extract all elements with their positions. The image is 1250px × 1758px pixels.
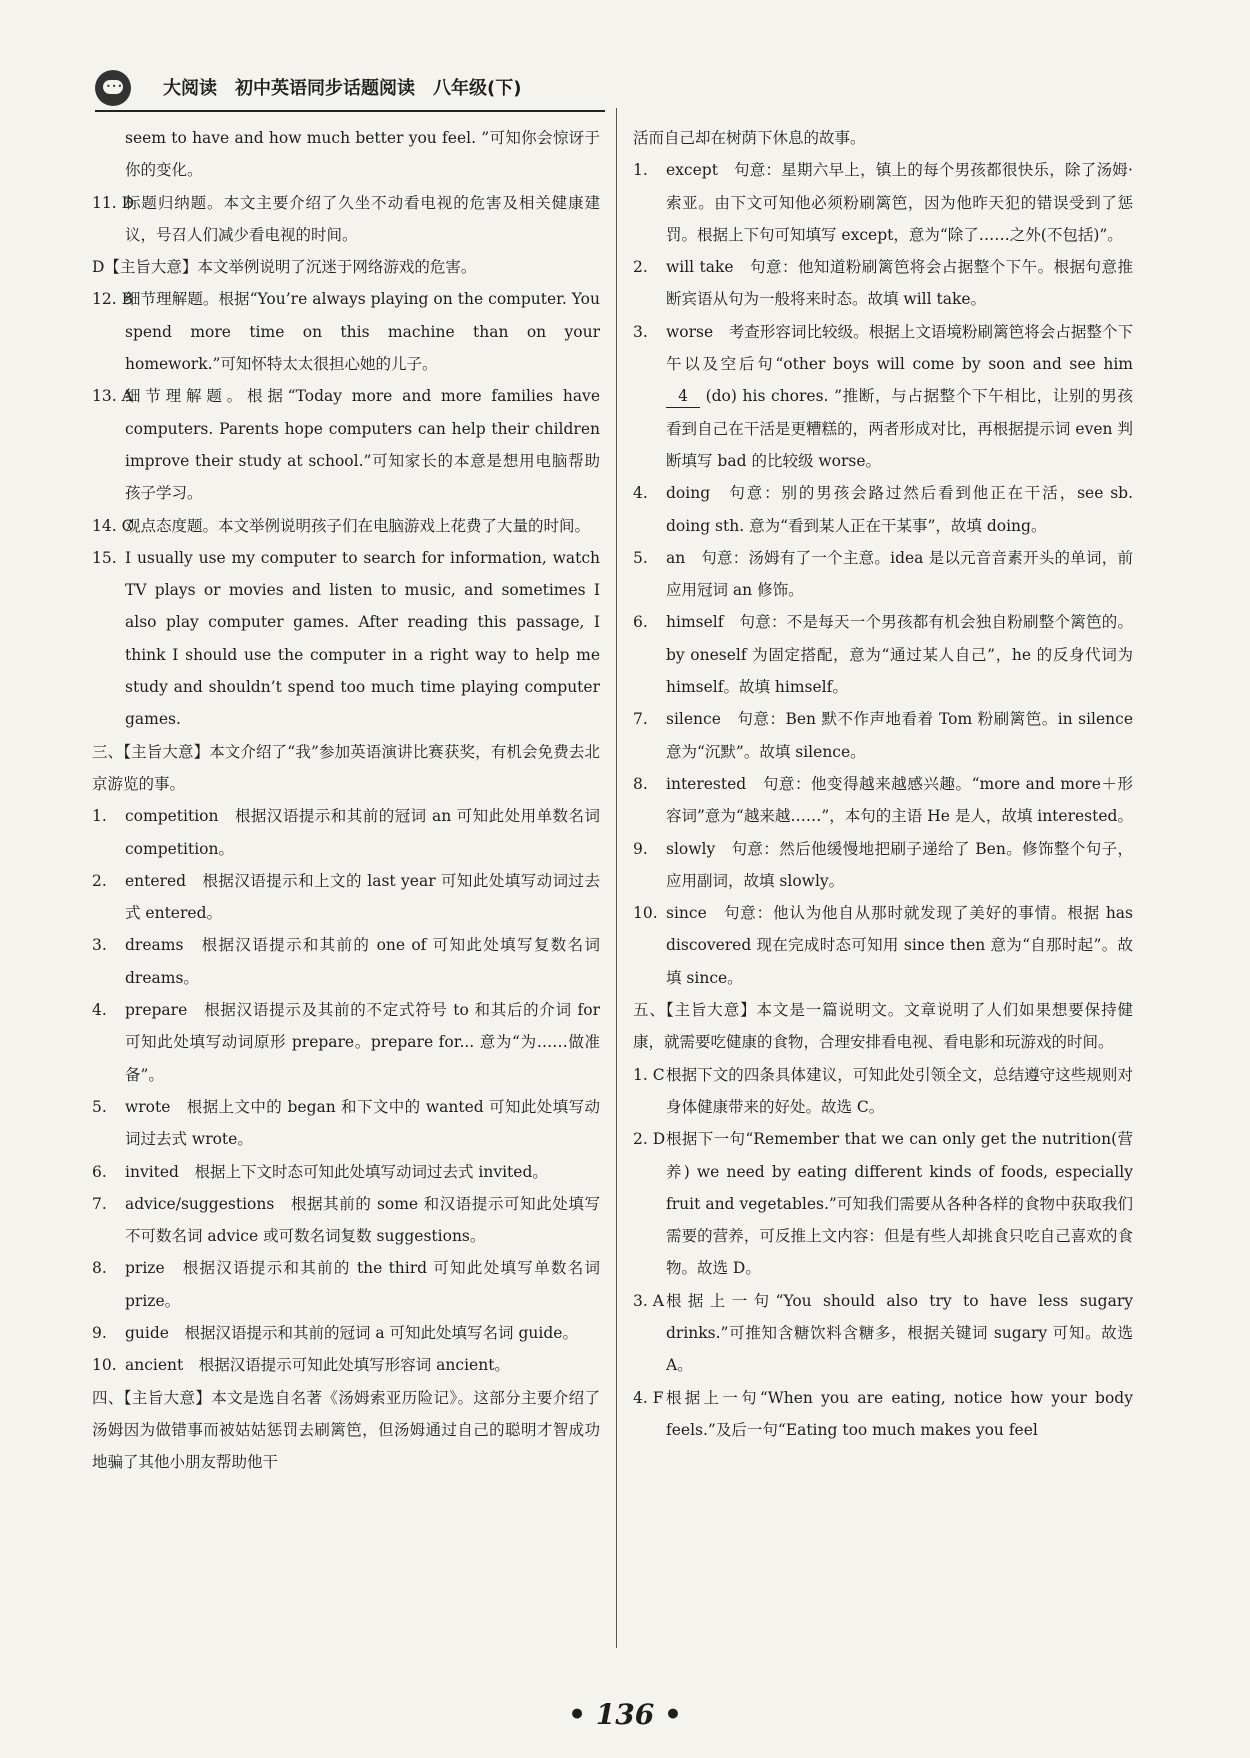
item-text: entered 根据汉语提示和上文的 last year 可知此处填写动词过去式 entered。 (125, 871, 600, 923)
item-text: 观点态度题。本文举例说明孩子们在电脑游戏上花费了大量的时间。 (125, 516, 591, 535)
answer-item (92, 380, 600, 509)
item-text: ancient 根据汉语提示可知此处填写形容词 ancient。 (125, 1356, 510, 1375)
item-text: I usually use my computer to search for information, watch TV plays or movies and listen to music, and sometimes I also play computer games. After reading this passage, I think I should use the computer in a right way to help me study and shouldn’t spend too much time playing computer games. (125, 548, 600, 729)
item-text: 标题归纳题。本文主要介绍了久坐不动看电视的危害及相关健康建议，号召人们减少看电视的时间。 (125, 193, 600, 244)
answer-item (92, 929, 600, 994)
answer-item (633, 316, 1133, 477)
item-number: 2. (92, 871, 107, 890)
item-number: 3. A (633, 1291, 664, 1310)
left-column (92, 122, 600, 1478)
answer-item (633, 1123, 1133, 1284)
item-number: 8. (633, 774, 648, 793)
item-text: himself 句意：不是每天一个男孩都有机会独自粉刷整个篱笆的。by oneself 为固定搭配，意为“通过某人自己”，he 的反身代词为 himself。故填 himself。 (666, 613, 1133, 697)
answer-item (92, 510, 600, 542)
page-number: • 136 • (568, 1698, 682, 1731)
item-text: 根据下文的四条具体建议，可知此处引领全文，总结遵守这些规则对身体健康带来的好处。故选 C。 (666, 1065, 1133, 1116)
answer-item (92, 1317, 600, 1349)
answer-item (92, 994, 600, 1091)
item-number: 8. (92, 1259, 107, 1278)
item-text: prize 根据汉语提示和其前的 the third 可知此处填写单数名词 prize。 (125, 1259, 600, 1310)
answer-item (633, 1285, 1133, 1382)
item-text: prepare 根据汉语提示及其前的不定式符号 to 和其后的介词 for 可知此处填写动词原形 prepare。prepare for... 意为“为……做准备”。 (125, 1001, 600, 1084)
answer-item (633, 768, 1133, 833)
item-text: silence 句意：Ben 默不作声地看着 Tom 粉刷篱笆。in silence 意为“沉默”。故填 silence。 (666, 710, 1133, 761)
item-text-cont: (do) his chores. ”推断，与占据整个下午相比，让别的男孩看到自己在干活是更糟糕的，两者形成对比，再根据提示词 even 判断填写 bad 的比较级 worse。 (666, 387, 1133, 470)
continuation-paragraph: 活而自己却在树荫下休息的故事。 (633, 129, 866, 147)
column-divider (616, 108, 617, 1648)
item-number: 5. (633, 548, 648, 567)
item-text: slowly 句意：然后他缓慢地把刷子递给了 Ben。修饰整个句子，应用副词，故填 slowly。 (666, 839, 1133, 890)
answer-item (92, 800, 600, 865)
item-text: guide 根据汉语提示和其前的冠词 a 可知此处填写名词 guide。 (125, 1323, 578, 1342)
item-text: interested 句意：他变得越来越感兴趣。“more and more＋形容词”意为“越来越……”，本句的主语 He 是人，故填 interested。 (666, 774, 1133, 826)
answer-item (633, 833, 1133, 898)
answer-item (633, 703, 1133, 768)
item-number: 6. (92, 1162, 107, 1181)
answer-item (92, 1156, 600, 1188)
item-text: 根据下一句“Remember that we can only get the nutrition(营养) we need by eating different kinds of foods, especially fruit and vegetables.”可知我们需要从各种各样的食物中获取我们需要的营养，可反推上文内容：但是有些人却挑食只吃自己喜欢的食物。故选 D。 (666, 1130, 1133, 1278)
item-number: 7. (633, 710, 648, 729)
item-number: 4. (633, 484, 648, 503)
header-title: 大阅读 初中英语同步话题阅读 八年级(下) (163, 78, 522, 99)
answer-item (92, 1349, 600, 1381)
item-number: 7. (92, 1194, 107, 1213)
right-column (633, 122, 1133, 1446)
item-number: 1. C (633, 1065, 665, 1084)
item-text: since 句意：他认为他自从那时就发现了美好的事情。根据 has discovered 现在完成时态可知用 since then 意为“自那时起”。故填 since。 (666, 904, 1133, 987)
answer-item (633, 606, 1133, 703)
section-heading: D【主旨大意】本文举例说明了沉迷于网络游戏的危害。 (92, 258, 477, 277)
item-number: 11. D (92, 193, 135, 212)
item-number: 1. (92, 807, 107, 826)
item-text: competition 根据汉语提示和其前的冠词 an 可知此处用单数名词 competition。 (125, 807, 600, 858)
item-text: worse 考查形容词比较级。根据上文语境粉刷篱笆将会占据整个下午以及空后句“other boys will come by soon and see him (666, 322, 1133, 374)
answer-item (92, 1188, 600, 1253)
item-number: 9. (92, 1323, 107, 1342)
item-number: 10. (92, 1356, 117, 1375)
item-text: 根据上一句“You should also try to have less sugary drinks.”可推知含糖饮料含糖多，根据关键词 sugary 可知。故选 A。 (666, 1291, 1133, 1375)
item-number: 13. A (92, 387, 133, 406)
item-number: 3. (633, 322, 648, 341)
answer-item (633, 477, 1133, 542)
item-number: 4. F (633, 1388, 664, 1407)
item-text: wrote 根据上文中的 began 和下文中的 wanted 可知此处填写动词过去式 wrote。 (125, 1097, 600, 1149)
answer-item (92, 865, 600, 930)
item-number: 2. (633, 258, 648, 277)
answer-item (633, 1059, 1133, 1124)
item-number: 15. (92, 548, 117, 567)
running-header (95, 68, 605, 112)
item-number: 2. D (633, 1130, 666, 1149)
item-number: 1. (633, 161, 648, 180)
item-text: 根据上一句“When you are eating, notice how your body feels.”及后一句“Eating too much makes you feel (666, 1388, 1133, 1439)
item-text: 细节理解题。根据“Today more and more families have computers. Parents hope computers can help their children improve their study at school.”可知家长的本意是想用电脑帮助孩子学习。 (125, 387, 600, 503)
answer-item (633, 251, 1133, 316)
item-text: 细节理解题。根据“You’re always playing on the computer. You spend more time on this machine than on your homework.”可知怀特太太很担心她的儿子。 (125, 290, 600, 374)
item-text: an 句意：汤姆有了一个主意。idea 是以元音音素开头的单词，前应用冠词 an 修饰。 (666, 548, 1133, 600)
answer-item (633, 542, 1133, 607)
item-text: invited 根据上下文时态可知此处填写动词过去式 invited。 (125, 1162, 548, 1181)
answer-item (92, 187, 600, 252)
answer-item (92, 1091, 600, 1156)
answer-item (633, 154, 1133, 251)
item-text: except 句意：星期六早上，镇上的每个男孩都很快乐，除了汤姆·索亚。由下文可知他必须粉刷篱笆，因为他昨天犯的错误受到了惩罚。根据上下句可知填写 except，意为“除了……之外(不包括)”。 (666, 161, 1133, 244)
answer-item (92, 283, 600, 380)
section-heading: 四、【主旨大意】本文是选自名著《汤姆索亚历险记》。这部分主要介绍了汤姆因为做错事而被姑姑惩罚去刷篱笆，但汤姆通过自己的聪明才智成功地骗了其他小朋友帮助他干 (92, 1388, 600, 1472)
answer-item (633, 897, 1133, 994)
item-number: 12. B (92, 290, 133, 309)
continuation-paragraph: seem to have and how much better you feel. ”可知你会惊讶于你的变化。 (125, 129, 600, 180)
item-text: dreams 根据汉语提示和其前的 one of 可知此处填写复数名词 dreams。 (125, 936, 600, 987)
item-number: 3. (92, 936, 107, 955)
item-number: 10. (633, 904, 658, 923)
item-number: 5. (92, 1097, 107, 1116)
item-number: 14. C (92, 516, 134, 535)
item-number: 6. (633, 613, 648, 632)
item-number: 4. (92, 1001, 107, 1020)
item-text: advice/suggestions 根据其前的 some 和汉语提示可知此处填写不可数名词 advice 或可数名词复数 suggestions。 (125, 1194, 600, 1246)
answer-item (92, 542, 600, 736)
item-text: will take 句意：他知道粉刷篱笆将会占据整个下午。根据句意推断宾语从句为一般将来时态。故填 will take。 (666, 258, 1133, 309)
item-text: doing 句意：别的男孩会路过然后看到他正在干活，see sb. doing sth. 意为“看到某人正在干某事”，故填 doing。 (666, 484, 1133, 535)
section-heading: 三、【主旨大意】本文介绍了“我”参加英语演讲比赛获奖，有机会免费去北京游览的事。 (92, 742, 600, 793)
blank-number: 4 (666, 385, 700, 408)
answer-item (92, 1252, 600, 1317)
chat-bubble-logo-icon: ••• (95, 70, 131, 106)
answer-item (633, 1382, 1133, 1447)
item-number: 9. (633, 839, 648, 858)
section-heading: 五、【主旨大意】本文是一篇说明文。文章说明了人们如果想要保持健康，就需要吃健康的食物，合理安排看电视、看电影和玩游戏的时间。 (633, 1001, 1133, 1052)
